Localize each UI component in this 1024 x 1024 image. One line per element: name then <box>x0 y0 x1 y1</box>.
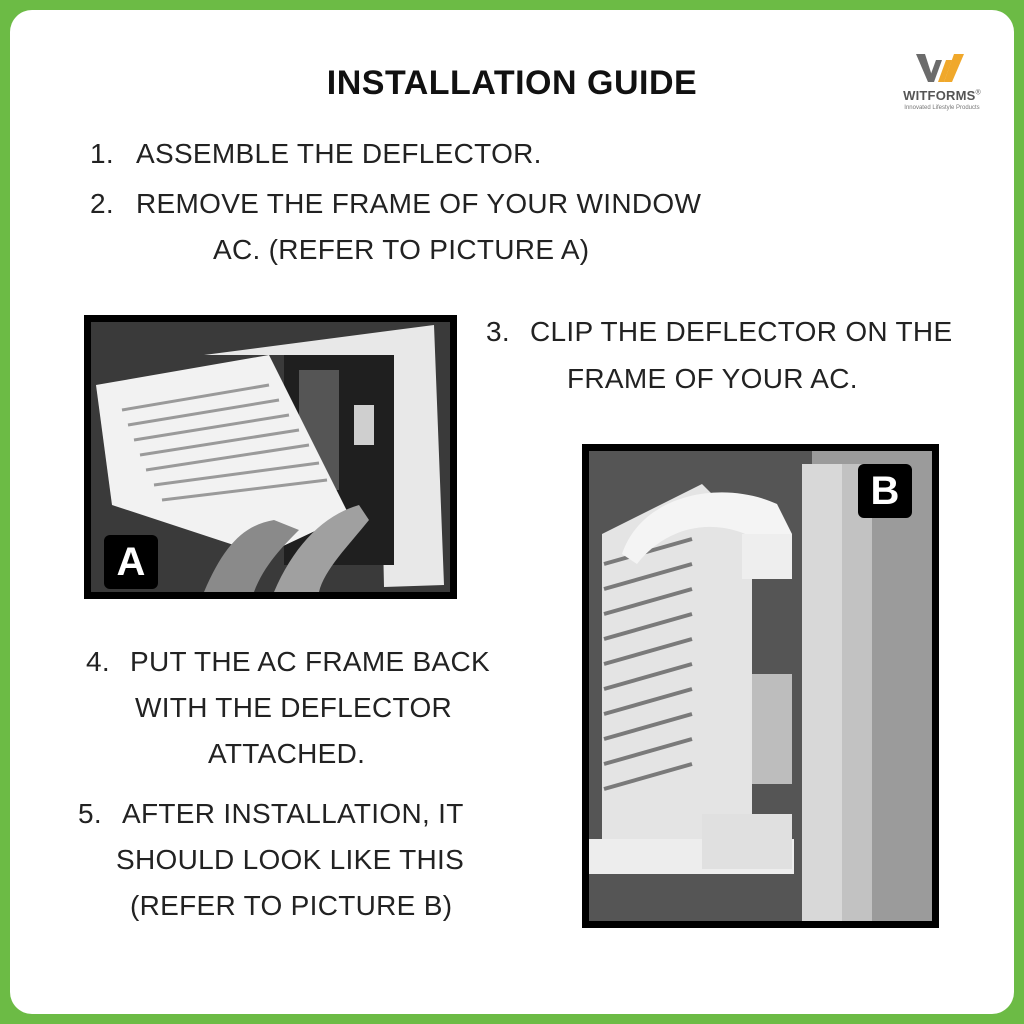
registered-mark: ® <box>975 89 981 97</box>
step-text: ASSEMBLE THE DEFLECTOR. <box>136 138 542 169</box>
step-text: CLIP THE DEFLECTOR ON THE <box>530 316 953 347</box>
step-4-line-2: WITH THE DEFLECTOR <box>135 692 453 723</box>
step-5 <box>78 798 464 830</box>
step-4-line-3: ATTACHED. <box>208 738 366 769</box>
picture-b-label: B <box>858 464 912 518</box>
step-5-line-2: SHOULD LOOK LIKE THIS <box>116 844 465 875</box>
picture-b <box>582 444 939 928</box>
step-3 <box>486 316 952 348</box>
step-1 <box>90 138 542 170</box>
guide-card <box>10 10 1014 1014</box>
step-number: 4. <box>86 646 110 677</box>
step-text: AFTER INSTALLATION, IT <box>122 798 464 829</box>
brand-logo <box>892 50 1002 122</box>
brand-tagline: Innovated Lifestyle Products <box>904 105 980 111</box>
step-2 <box>90 188 701 220</box>
step-text: PUT THE AC FRAME BACK <box>130 646 491 677</box>
witforms-w-icon <box>892 50 992 88</box>
step-5-line-3: (REFER TO PICTURE B) <box>130 890 453 921</box>
step-text: REMOVE THE FRAME OF YOUR WINDOW <box>136 188 702 219</box>
step-number: 5. <box>78 798 102 829</box>
step-3-line-2: FRAME OF YOUR AC. <box>567 363 858 394</box>
page-title: INSTALLATION GUIDE <box>326 64 698 102</box>
step-number: 2. <box>90 188 114 219</box>
step-number: 1. <box>90 138 114 169</box>
step-2-line-2: AC. (REFER TO PICTURE A) <box>213 234 590 265</box>
step-number: 3. <box>486 316 510 347</box>
brand-name: WITFORMS <box>903 88 976 103</box>
picture-a <box>84 315 457 599</box>
picture-a-label: A <box>104 535 158 589</box>
step-4 <box>86 646 490 678</box>
